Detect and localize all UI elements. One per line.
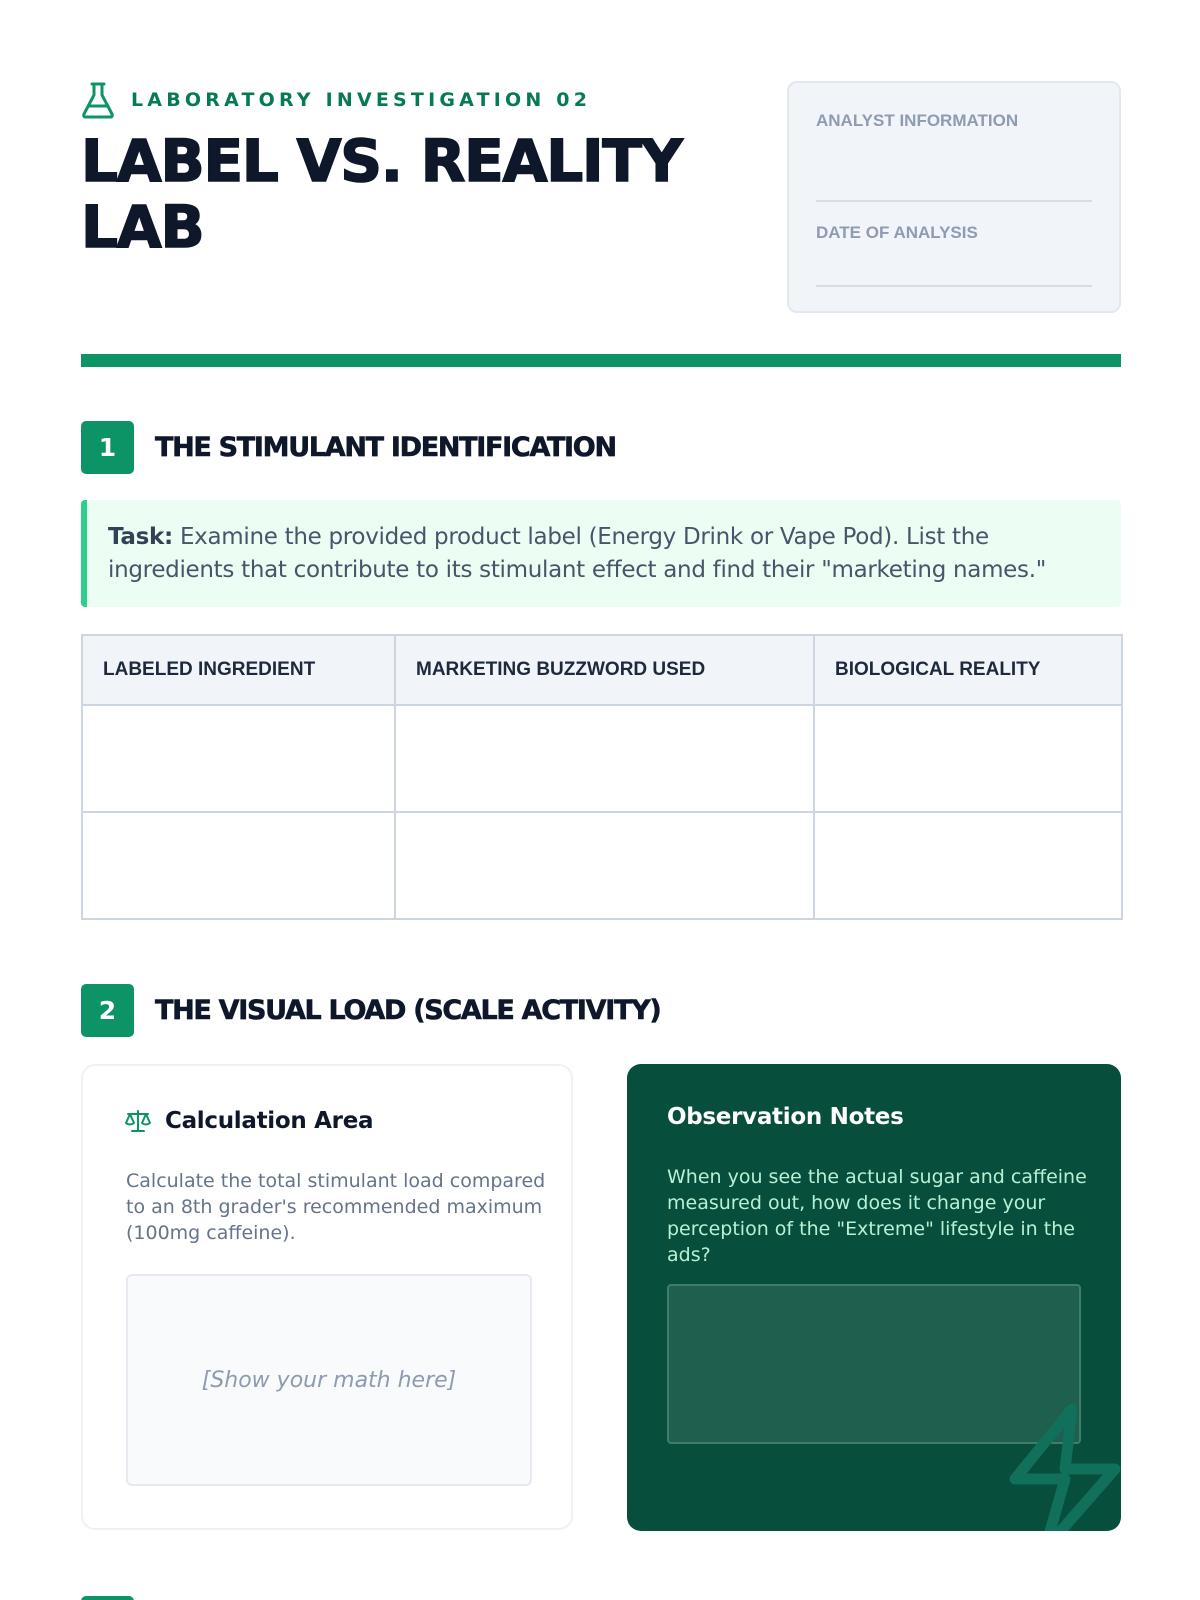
calculation-card [81,1064,573,1530]
table-cell[interactable] [814,705,1122,812]
section-1-header [81,421,616,474]
task-label: Task: [108,524,173,550]
column-header: LABELED INGREDIENT [82,635,395,705]
math-work-area[interactable] [126,1274,532,1486]
date-of-analysis-label: DATE OF ANALYSIS [816,223,978,242]
section-1-number: 1 [81,421,134,474]
analyst-info-label: ANALYST INFORMATION [816,111,1019,130]
observation-card [627,1064,1121,1531]
section-2-header [81,984,660,1037]
calculation-header [124,1108,373,1134]
table-cell[interactable] [82,705,395,812]
section-1-title: THE STIMULANT IDENTIFICATION [155,432,616,463]
task-text: Examine the provided product label (Energy Drink or Vape Pod). List the ingredients that contribute to its stimulant effect and find their "marketing names." [108,524,1047,583]
section-2-title: THE VISUAL LOAD (SCALE ACTIVITY) [155,995,661,1026]
lightning-bolt-icon [997,1404,1121,1531]
table-cell[interactable] [82,812,395,919]
table-row [82,812,1122,919]
eyebrow-text: LABORATORY INVESTIGATION 02 [131,89,592,111]
table-header-row [82,635,1122,705]
ingredient-table [81,634,1123,920]
header-divider [81,354,1121,367]
task-callout [81,500,1121,607]
section-3-number-stub [81,1596,134,1600]
eyebrow [81,80,591,120]
math-placeholder: [Show your math here] [201,1367,457,1393]
worksheet-page [81,0,1121,1600]
title-line-1: LABEL VS. REALITY [81,127,682,195]
column-header: BIOLOGICAL REALITY [814,635,1122,705]
title-line-2: LAB [81,193,204,261]
date-line[interactable] [816,285,1092,287]
section-2-number: 2 [81,984,134,1037]
flask-icon [81,80,115,120]
column-header: MARKETING BUZZWORD USED [395,635,814,705]
table-cell[interactable] [395,705,814,812]
analyst-info-box [787,81,1121,313]
table-cell[interactable] [395,812,814,919]
calculation-title: Calculation Area [165,1108,374,1134]
observation-title: Observation Notes [667,1104,904,1130]
scale-icon [124,1108,152,1134]
table-cell[interactable] [814,812,1122,919]
calculation-description: Calculate the total stimulant load compared to an 8th grader's recommended maximum (100mg caffeine). [126,1170,546,1244]
analyst-name-line[interactable] [816,200,1092,202]
page-title [81,128,761,260]
observation-description: When you see the actual sugar and caffeine measured out, how does it change your perception of the "Extreme" lifestyle in the ads? [667,1166,1087,1266]
table-row [82,705,1122,812]
